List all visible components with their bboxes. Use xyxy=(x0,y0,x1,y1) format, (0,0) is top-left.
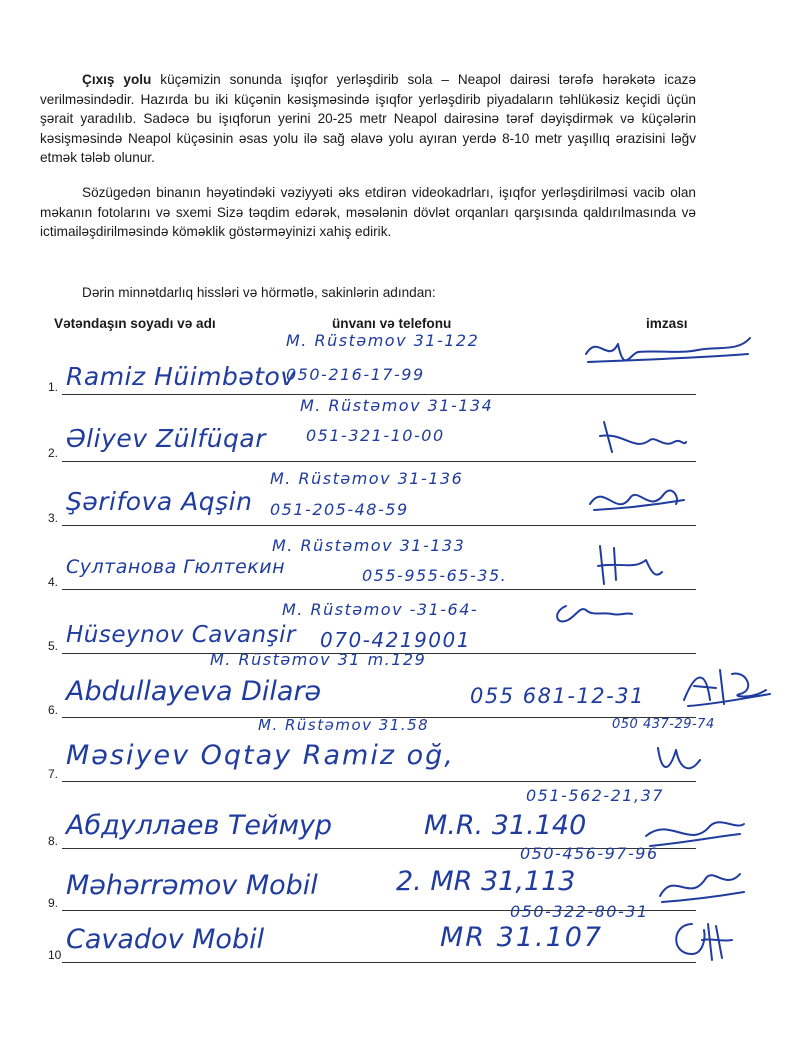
row-name: Məhərrəmov Mobil xyxy=(66,870,318,901)
row-phone: 050-216-17-99 xyxy=(286,365,425,384)
row-number: 8. xyxy=(48,834,59,848)
row-line xyxy=(62,781,696,782)
row-phone: 050-322-80-31 xyxy=(510,902,649,921)
row-name: Абдуллаев Теймур xyxy=(66,810,333,841)
row-line xyxy=(62,461,696,462)
signature-1 xyxy=(578,324,758,384)
row-number: 9. xyxy=(48,896,59,910)
signature-2 xyxy=(594,412,694,460)
signature-7 xyxy=(650,740,710,780)
row-phone: 051-321-10-00 xyxy=(306,426,445,445)
row-name: Султанова Гюлтекин xyxy=(66,556,286,578)
row-address: 2. MR 31,113 xyxy=(396,866,576,897)
column-header-address: ünvanı və telefonu xyxy=(332,316,452,331)
row-number: 2. xyxy=(48,446,59,460)
row-address: M. Rüstəmov -31-64- xyxy=(282,600,479,619)
row-address: M. Rüstəmov 31.58 xyxy=(258,716,430,734)
row-line xyxy=(62,394,696,395)
paragraph-request xyxy=(40,70,696,168)
row-phone: 051-562-21,37 xyxy=(526,786,664,805)
row-name: Şərifova Aqşin xyxy=(66,487,253,516)
signature-10 xyxy=(662,910,742,970)
column-header-name: Vətəndaşın soyadı və adı xyxy=(54,316,216,331)
row-phone: 055 681-12-31 xyxy=(470,684,645,708)
row-address: M. Rüstəmov 31-133 xyxy=(272,536,466,555)
row-name: Hüseynov Cavanşir xyxy=(66,622,296,648)
signature-3 xyxy=(580,474,690,524)
column-header-signature: imzası xyxy=(646,316,688,331)
row-number: 3. xyxy=(48,511,59,525)
signature-6 xyxy=(676,660,776,716)
paragraph-body: küçəmizin sonunda işıqfor yerləşdirib sola – Neapol dairəsi tərəfə hərəkətə icazə verilməsindədir. Hazırda bu iki küçənin kəsişməsində işıqfor yerləşdirib piyadaların təhlükəsiz keçidi üçün şərait yaradılıb. Sadəcə bu işıqforun yerini 20-25 metr Neapol dairəsinə tərəf dəyişdirmək və küçələrin kəsişməsində Neapol küçəsinin əsas yolu ilə sağ əlavə yolu ayıran yerdə 8-10 metr yaşıllıq ərazisini ləğv etmək tələb olunur. xyxy=(40,72,696,166)
row-line xyxy=(62,525,696,526)
paragraph-closing: Dərin minnətdarlıq hissləri və hörmətlə, sakinlərin adından: xyxy=(82,285,436,300)
paragraph-attachments: Sözügedən binanın həyətindəki vəziyyəti əks etdirən videokadrları, işıqfor yerləşdirilməsi vacib olan məkanın fotolarını və sxemi Sizə təqdim edərək, məsələnin dövlət orqanları qarşısında qaldırılmasında və ictimailəşdirilməsində köməklik göstərməyinizi xahiş edirik. xyxy=(40,185,696,240)
row-name: Abdullayeva Dilarə xyxy=(66,676,322,707)
row-phone: 070-4219001 xyxy=(320,628,471,652)
row-number: 10 xyxy=(48,948,62,962)
row-line xyxy=(62,962,696,963)
row-phone: 050 437-29-74 xyxy=(612,717,715,732)
row-name: Məsiyev Oqtay Ramiz oğ, xyxy=(66,740,455,771)
row-number: 1. xyxy=(48,380,59,394)
row-name: Cavadov Mobil xyxy=(66,924,265,955)
row-number: 7. xyxy=(48,767,59,781)
signature-4 xyxy=(590,540,670,590)
row-phone: 050-456-97-96 xyxy=(520,844,659,863)
paragraph-lead: Çıxış yolu xyxy=(82,72,152,87)
row-name: Əliyev Zülfüqar xyxy=(66,424,267,453)
row-number: 5. xyxy=(48,639,59,653)
row-address: M. Rüstəmov 31-134 xyxy=(300,396,494,415)
signature-5 xyxy=(546,592,636,632)
row-address: M.R. 31.140 xyxy=(424,810,587,841)
row-address: MR 31.107 xyxy=(440,922,604,953)
row-phone: 055-955-65-35. xyxy=(362,566,508,585)
row-phone: 051-205-48-59 xyxy=(270,500,409,519)
row-number: 6. xyxy=(48,703,59,717)
row-address: M. Rüstəmov 31 m.129 xyxy=(210,650,427,669)
signature-9 xyxy=(650,860,750,910)
row-address: M. Rüstəmov 31-136 xyxy=(270,469,464,488)
row-name: Ramiz Hüimbətov xyxy=(66,362,296,391)
row-number: 4. xyxy=(48,575,59,589)
row-address: M. Rüstəmov 31-122 xyxy=(286,331,480,350)
